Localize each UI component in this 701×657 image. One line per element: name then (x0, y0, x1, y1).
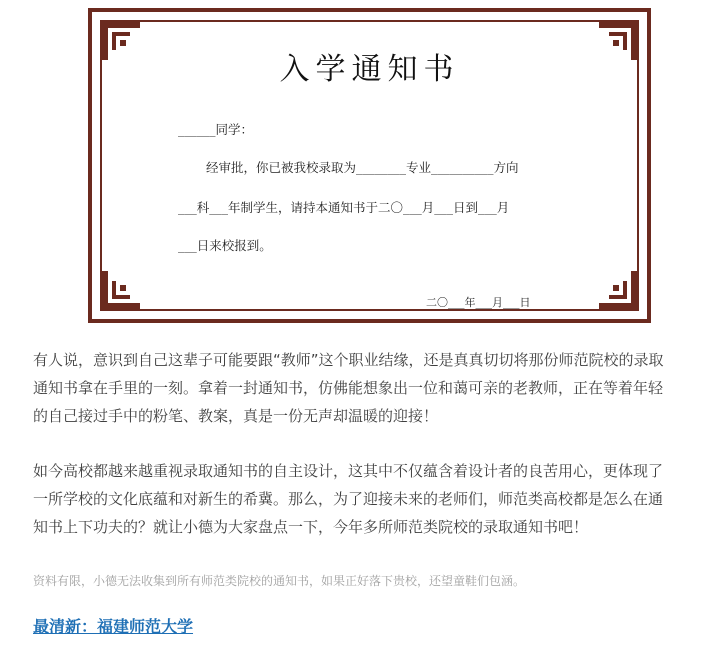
certificate-date-line: 二〇___年___月___日 (426, 296, 531, 309)
disclaimer-note: 资料有限，小德无法收集到所有师范类院校的通知书，如果正好落下贵校，还望童鞋们包涵。 (33, 574, 526, 588)
certificate-report-line: ___日来校报到。 (178, 238, 272, 253)
paragraph-intro: 有人说，意识到自己这辈子可能要跟“教师”这个职业结缘，还是真真切切将那份师范院校的录取通知书拿在手里的一刻。拿着一封通知书，仿佛能想象出一位和蔼可亲的老教师，正在等着年轻的自己接过手中的粉笔、教案，真是一份无声却温暖的迎接！ (33, 351, 664, 425)
admission-notice-image (88, 8, 651, 323)
corner-ornament-icon (100, 265, 146, 311)
paragraph-design: 如今高校都越来越重视录取通知书的自主设计，这其中不仅蕴含着设计者的良苦用心，更体现了一所学校的文化底蕴和对新生的希冀。那么，为了迎接未来的老师们，师范类高校都是怎么在通知书上下功夫的？就让小德为大家盘点一下，今年多所师范类院校的录取通知书吧！ (33, 462, 664, 536)
certificate-program-line: ___科___年制学生，请持本通知书于二〇___月___日到___月 (178, 200, 510, 215)
certificate-title: 入学通知书 (279, 52, 460, 87)
certificate-student-line: ______同学： (178, 122, 254, 137)
certificate-major-line: 经审批，你已被我校录取为________专业__________方向 (206, 160, 519, 175)
section-heading-link[interactable]: 最清新：福建师范大学 (33, 617, 194, 636)
corner-ornament-icon (593, 265, 639, 311)
